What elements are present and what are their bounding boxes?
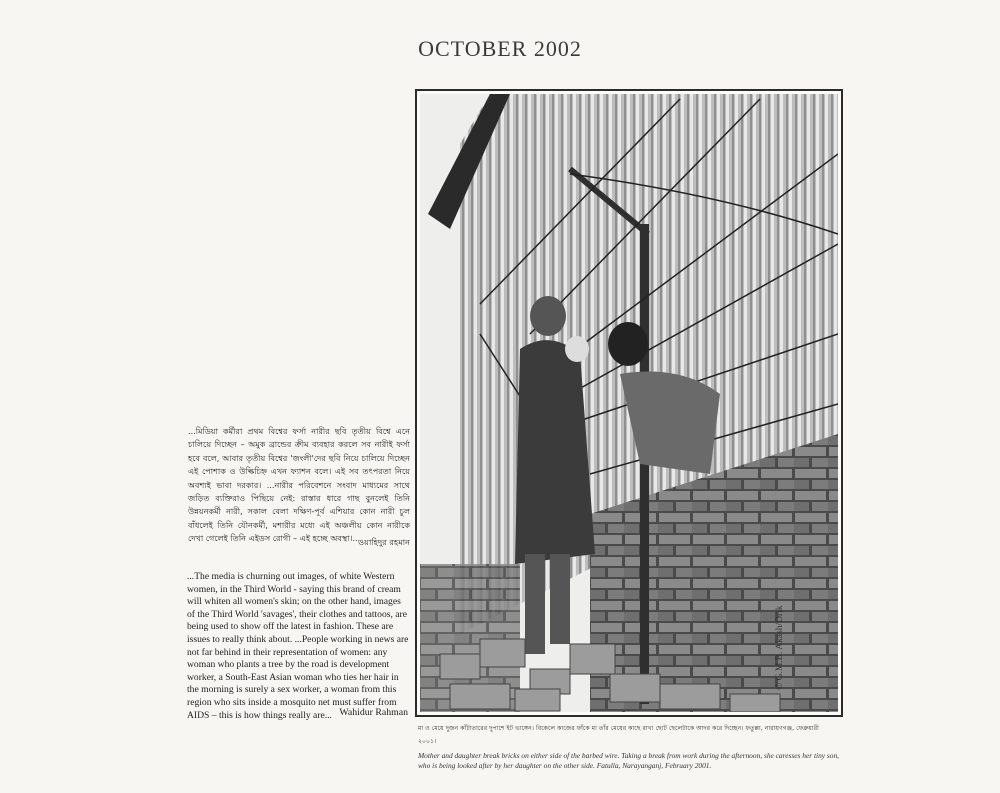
photo-caption-bengali: মা ও মেয়ে দুজন কাঁটাতারের দুপাশে ইট ভাঙ্গেন। বিকেলে কাজের ফাঁকে মা তাঁর মেয়ের কাছে রাখা ছোট ছেলেটাকে আদর করে দিচ্ছেন। ফতুল্লা, নারায়ণগঞ্জ, ফেব্রুয়ারী ২০০১। xyxy=(418,725,819,745)
quote-bengali: ...মিডিয়া কর্মীরা প্রথম বিশ্বের ফর্সা নারীর ছবি তৃতীয় বিশ্বে এনে চালিয়ে দিচ্ছেন – অমুক ব্রান্ডের ক্রীম ব্যবহার করলে সব নারীই ফর্সা হবে বলে, আবার তৃতীয় বিশ্বের 'জংলী'দের ছবি নিয়ে চালিয়ে দিচ্ছেন এই পোশাক ও উল্কিচিহ্ন এখন ফ্যাশন বলে। এই সব তৎপরতা নিয়ে অবশ্যই ভাবা দরকার। ...নারীর পরিবেশনে সংবাদ মাধ্যমের সাথে জড়িত ব্যক্তিরাও পিছিয়ে নেই: রাস্তার ধারে গাছ বুনলেই তিনি উন্নয়নকর্মী নারী, সকাল বেলা দক্ষিণ-পূর্ব এশিয়ার কোন নারী চুল বাঁধলেই তিনি যৌনকর্মী, মশারীর মধ্যে এই অঞ্চলীয় কোন নারীকে দেখা গেলেই তিনি এইডস রোগী – এই হচ্ছে অবস্থা।... xyxy=(188,426,410,544)
quote-bengali-author: ওয়াহিদুর রহমান xyxy=(358,537,410,547)
photo-caption-english: Mother and daughter break bricks on either side of the barbed wire. Taking a break from work during the afternoon, she caresses her tiny son, who is being looked after by her daughter on the other side. Fatulla, Narayanganj, February 2001. xyxy=(418,751,840,770)
page-title: OCTOBER 2002 xyxy=(418,36,582,61)
photo-credit: © G.M.B. Akash/Drik xyxy=(775,605,785,690)
quote-english-author: Wahidur Rahman xyxy=(339,707,408,718)
quote-english: ...The media is churning out images, of white Western women, in the Third World - saying this brand of cream will whiten all women's skin; on the other hand, images of the Third World 'savages', their clothes and tattoos, are being used to show off the latest in fashion. These are issues to really think about. ...People working in news are not far behind in their representation of women: any woman who plants a tree by the road is development worker, a South-East Asian woman who ties her hair in the morning is surely a sex worker, a woman from this region who sits inside a mosquito net must suffer from AIDS – this is how things really are... xyxy=(187,571,409,721)
